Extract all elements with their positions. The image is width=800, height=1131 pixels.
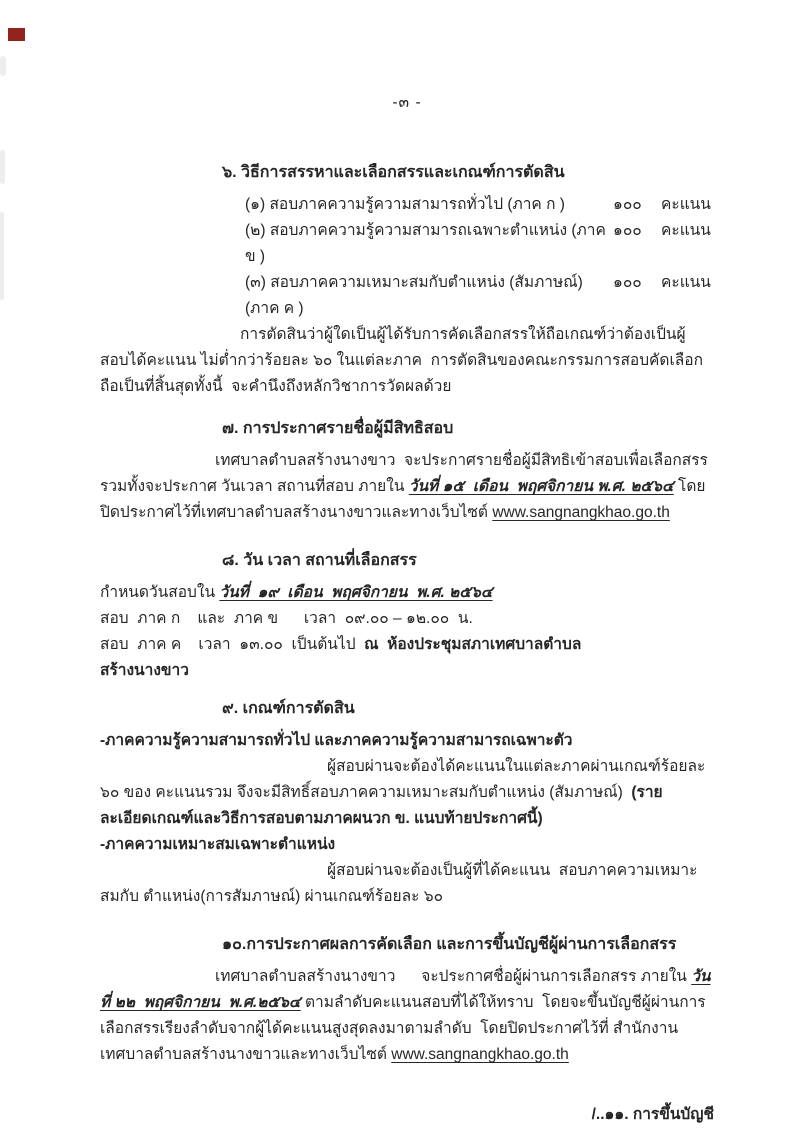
score-value: ๑๐๐ bbox=[613, 274, 642, 291]
scan-artifact bbox=[0, 150, 5, 184]
section-7-after-date: โดยปิดประกาศไว้ที่เทศบาลตำบลสร้างนางขาวและทางเว็บไซต์ bbox=[100, 478, 706, 521]
exam-venue-continued: สร้างนางขาว bbox=[100, 662, 189, 679]
section-10-paragraph bbox=[100, 964, 714, 1068]
section-6-paragraph: การตัดสินว่าผู้ใดเป็นผู้ได้รับการคัดเลือกสรรให้ถือเกณฑ์ว่าต้องเป็นผู้สอบได้คะแนน ไม่ต่ำกว่าร้อยละ ๖๐ ในแต่ละภาค การตัดสินของคณะกรรมการสอบคัดเลือกถือเป็นที่สิ้นสุดทั้งนี้ จะคำนึงถึงหลักวิชาการวัดผลด้วย bbox=[100, 326, 703, 395]
exam-time-line-ab: สอบ ภาค ก และ ภาค ข เวลา ๐๙.๐๐ – ๑๒.๐๐ น. bbox=[100, 610, 473, 627]
section-10-heading: ๑๐.การประกาศผลการคัดเลือก และการขึ้นบัญชีผู้ผ่านการเลือกสรร bbox=[222, 936, 677, 953]
website-link[interactable]: www.sangnangkhao.go.th bbox=[492, 504, 670, 521]
section-7-lead: เทศบาลตำบลสร้างนางขาว จะประกาศรายชื่อผู้มีสิทธิเข้าสอบเพื่อเลือกสรร รวมทั้งจะประกาศ วันเวลา สถานที่สอบ ภายใน bbox=[100, 452, 713, 495]
scan-artifact bbox=[0, 212, 4, 300]
score-unit: คะแนน bbox=[661, 222, 711, 239]
score-row-2 bbox=[245, 218, 714, 270]
score-item-label: (๓) สอบภาคความเหมาะสมกับตำแหน่ง (สัมภาษณ์) (ภาค ค ) bbox=[245, 274, 583, 317]
score-unit: คะแนน bbox=[661, 274, 711, 291]
section-10-after-date: ตามลำดับคะแนนสอบที่ได้ให้ทราบ โดยจะขึ้นบัญชีผู้ผ่านการเลือกสรรเรียงลำดับจากผู้ได้คะแนนสูงสุดลงมาตามลำดับ โดยปิดประกาศไว้ที่ สำนักงานเทศบาลตำบลสร้างนางขาวและทางเว็บไซต์ bbox=[100, 994, 706, 1063]
section-9-heading: ๙. เกณฑ์การตัดสิน bbox=[222, 700, 355, 717]
exam-venue: ณ ห้องประชุมสภาเทศบาลตำบล bbox=[364, 636, 582, 653]
section-7-heading: ๗. การประกาศรายชื่อผู้มีสิทธิสอบ bbox=[222, 420, 454, 437]
announcement-date: วันที่ ๑๕ เดือน พฤศจิกายน พ.ศ. ๒๕๖๔ bbox=[408, 478, 674, 495]
exam-date: วันที่ ๑๙ เดือน พฤศจิกายน พ.ศ. ๒๕๖๔ bbox=[219, 584, 493, 601]
section-6-heading: ๖. วิธีการสรรหาและเลือกสรรและเกณฑ์การตัดสิน bbox=[222, 164, 565, 181]
criteria-paragraph-1 bbox=[100, 754, 714, 832]
score-item-label: (๑) สอบภาคความรู้ความสามารถทั่วไป (ภาค ก ) bbox=[245, 196, 565, 213]
continuation-marker: /..๑๑. การขึ้นบัญชี bbox=[591, 1106, 714, 1123]
score-value: ๑๐๐ bbox=[613, 222, 642, 239]
section-7-paragraph bbox=[100, 448, 714, 526]
website-link[interactable]: www.sangnangkhao.go.th bbox=[391, 1046, 569, 1063]
exam-date-prefix: กำหนดวันสอบใน bbox=[100, 584, 220, 601]
section-8-heading: ๘. วัน เวลา สถานที่เลือกสรร bbox=[222, 552, 417, 569]
section-10-lead: เทศบาลตำบลสร้างนางขาว จะประกาศชื่อผู้ผ่านการเลือกสรร ภายใน bbox=[215, 968, 692, 985]
criteria-paragraph-2: ผู้สอบผ่านจะต้องเป็นผู้ที่ได้คะแนน สอบภาคความเหมาะสมกับ ตำแหน่ง(การสัมภาษณ์) ผ่านเกณฑ์ร้อยละ ๖๐ bbox=[100, 862, 698, 905]
score-row-1 bbox=[245, 192, 714, 218]
criteria-1-appendix-note: (รายละเอียดเกณฑ์และวิธีการสอบตามภาคผนวก ข. แนบท้ายประกาศนี้) bbox=[100, 784, 663, 827]
page-number: -๓ - bbox=[392, 94, 422, 111]
criteria-sub-2: -ภาคความเหมาะสมเฉพาะตำแหน่ง bbox=[100, 836, 336, 853]
criteria-1-text: ผู้สอบผ่านจะต้องได้คะแนนในแต่ละภาคผ่านเกณฑ์ร้อยละ ๖๐ ของ คะแนนรวม จึงจะมีสิทธิ์สอบภาคความเหมาะสมกับตำแหน่ง (สัมภาษณ์) bbox=[100, 758, 710, 801]
score-value: ๑๐๐ bbox=[613, 196, 642, 213]
red-stamp-mark bbox=[8, 28, 25, 41]
scan-artifact bbox=[0, 56, 6, 76]
results-date: วันที่ ๒๒ พฤศจิกายน พ.ศ.๒๕๖๔ bbox=[100, 968, 711, 1011]
exam-time-c-text: สอบ ภาค ค เวลา ๑๓.๐๐ เป็นต้นไป bbox=[100, 636, 365, 653]
exam-time-line-c bbox=[100, 632, 714, 658]
score-item-label: (๒) สอบภาคความรู้ความสามารถเฉพาะตำแหน่ง (ภาค ข ) bbox=[245, 222, 606, 265]
criteria-sub-1: -ภาคความรู้ความสามารถทั่วไป และภาคความรู้ความสามารถเฉพาะตัว bbox=[100, 732, 573, 749]
exam-date-line bbox=[100, 580, 714, 606]
score-unit: คะแนน bbox=[661, 196, 711, 213]
score-row-3 bbox=[245, 270, 714, 322]
